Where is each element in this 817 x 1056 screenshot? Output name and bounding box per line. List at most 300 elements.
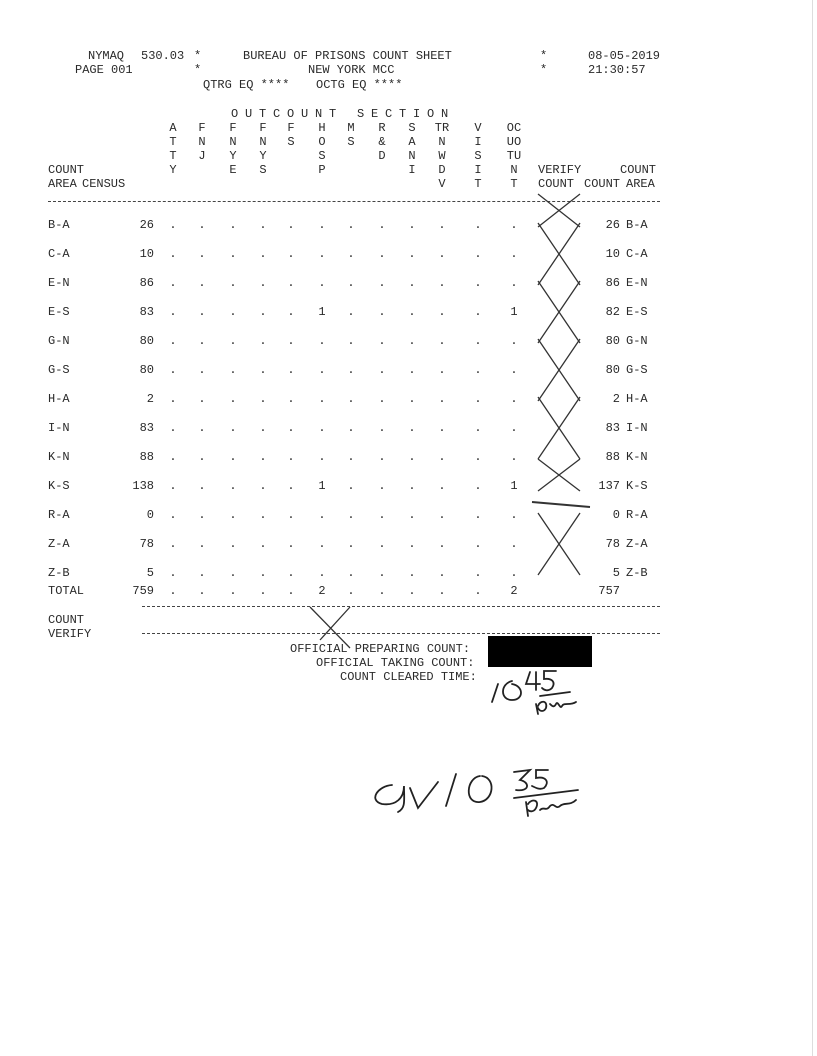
row-outcount-cell: . — [438, 392, 446, 406]
row-outcount-cell: . — [438, 421, 446, 435]
row-census: 83 — [139, 305, 154, 319]
row-outcount-cell: . — [287, 479, 295, 493]
row-count: 5 — [612, 566, 620, 580]
outcount-column-header: OC — [506, 121, 522, 135]
row-outcount-cell: . — [510, 508, 518, 522]
row-outcount-cell: . — [229, 334, 237, 348]
row-outcount-cell: . — [229, 305, 237, 319]
row-outcount-cell: . — [198, 392, 206, 406]
row-outcount-cell: . — [287, 218, 295, 232]
row-outcount-cell: . — [378, 334, 386, 348]
row-outcount-cell: . — [378, 450, 386, 464]
row-outcount-cell: . — [287, 247, 295, 261]
row-outcount-cell: . — [229, 566, 237, 580]
row-outcount-cell: . — [229, 450, 237, 464]
row-outcount-cell: . — [229, 218, 237, 232]
count-cleared-label: COUNT CLEARED TIME: — [340, 670, 477, 684]
row-count-area: R-A — [48, 508, 70, 522]
row-count-area: G-S — [48, 363, 70, 377]
outcount-column-header: E — [229, 163, 237, 177]
page-number: PAGE 001 — [75, 63, 133, 77]
total-outcount-cell: 2 — [318, 584, 326, 598]
outcount-column-header: Y — [169, 163, 177, 177]
row-outcount-cell: . — [474, 537, 482, 551]
header-star: * — [540, 63, 548, 77]
verify-x-mark — [538, 223, 580, 285]
outcount-column-header: A — [169, 121, 177, 135]
count-area-right-header-line2: AREA — [626, 177, 655, 191]
count-verify-label-line1: COUNT — [48, 613, 85, 627]
row-outcount-cell: . — [378, 566, 386, 580]
row-outcount-cell: . — [347, 363, 355, 377]
header-star: * — [194, 49, 202, 63]
header-star: * — [540, 49, 548, 63]
outcount-column-header: W — [438, 149, 446, 163]
verify-header: VERIFY — [538, 163, 582, 177]
row-outcount-cell: . — [198, 334, 206, 348]
outcount-column-header: N — [229, 135, 237, 149]
row-outcount-cell: . — [474, 305, 482, 319]
row-outcount-cell: . — [318, 218, 326, 232]
row-outcount-cell: . — [347, 566, 355, 580]
row-census: 80 — [139, 334, 154, 348]
row-outcount-cell: . — [347, 421, 355, 435]
row-count: 86 — [605, 276, 620, 290]
row-outcount-cell: . — [169, 566, 177, 580]
row-count: 26 — [605, 218, 620, 232]
row-outcount-cell: . — [408, 421, 416, 435]
row-outcount-cell: . — [408, 276, 416, 290]
row-count-area-right: E-S — [626, 305, 648, 319]
row-outcount-cell: . — [318, 334, 326, 348]
row-outcount-cell: . — [347, 537, 355, 551]
row-outcount-cell: . — [510, 334, 518, 348]
row-outcount-cell: . — [438, 537, 446, 551]
row-census: 10 — [139, 247, 154, 261]
row-outcount-cell: . — [378, 508, 386, 522]
row-outcount-cell: . — [510, 276, 518, 290]
total-outcount-cell: . — [169, 584, 177, 598]
row-outcount-cell: . — [287, 421, 295, 435]
row-outcount-cell: . — [347, 218, 355, 232]
row-census: 0 — [146, 508, 154, 522]
row-outcount-cell: . — [198, 450, 206, 464]
row-census: 88 — [139, 450, 154, 464]
row-outcount-cell: . — [378, 421, 386, 435]
row-outcount-cell: . — [408, 392, 416, 406]
row-count-area-right: H-A — [626, 392, 648, 406]
row-outcount-cell: . — [198, 566, 206, 580]
row-count-area-right: R-A — [626, 508, 648, 522]
row-outcount-cell: . — [408, 479, 416, 493]
row-outcount-cell: . — [318, 508, 326, 522]
outcount-column-header: V — [474, 121, 482, 135]
row-outcount-cell: . — [347, 392, 355, 406]
row-outcount-cell: . — [378, 305, 386, 319]
row-outcount-cell: . — [318, 276, 326, 290]
outcount-column-header: R — [378, 121, 386, 135]
row-count-area-right: K-S — [626, 479, 648, 493]
row-outcount-cell: . — [169, 450, 177, 464]
row-census: 26 — [139, 218, 154, 232]
row-outcount-cell: . — [378, 247, 386, 261]
row-outcount-cell: . — [229, 479, 237, 493]
row-outcount-cell: . — [408, 305, 416, 319]
page-edge — [812, 0, 813, 1056]
outcount-column-header: M — [347, 121, 355, 135]
row-count: 137 — [598, 479, 620, 493]
row-count-area-right: Z-A — [626, 537, 648, 551]
total-outcount-cell: . — [229, 584, 237, 598]
row-outcount-cell: . — [408, 508, 416, 522]
row-count-area-right: K-N — [626, 450, 648, 464]
row-outcount-cell: . — [259, 508, 267, 522]
row-outcount-cell: . — [169, 479, 177, 493]
handwritten-signature — [375, 770, 578, 816]
outcount-column-header: H — [318, 121, 326, 135]
row-count-area: Z-B — [48, 566, 70, 580]
row-count-area: E-S — [48, 305, 70, 319]
total-count: 757 — [598, 584, 620, 598]
row-count-area-right: Z-B — [626, 566, 648, 580]
row-outcount-cell: 1 — [318, 305, 326, 319]
row-count-area-right: I-N — [626, 421, 648, 435]
total-outcount-cell: . — [438, 584, 446, 598]
total-outcount-cell: . — [408, 584, 416, 598]
row-outcount-cell: . — [229, 392, 237, 406]
row-count-area: E-N — [48, 276, 70, 290]
outcount-column-header: A — [408, 135, 416, 149]
row-outcount-cell: . — [438, 363, 446, 377]
row-outcount-cell: . — [474, 479, 482, 493]
total-label: TOTAL — [48, 584, 85, 598]
facility-name: NEW YORK MCC — [308, 63, 395, 77]
row-count-area: K-S — [48, 479, 70, 493]
row-outcount-cell: . — [229, 537, 237, 551]
count-header: COUNT — [584, 177, 621, 191]
row-census: 80 — [139, 363, 154, 377]
outcount-column-header: S — [287, 135, 295, 149]
row-outcount-cell: . — [287, 305, 295, 319]
row-outcount-cell: . — [474, 363, 482, 377]
outcount-column-header: UO — [506, 135, 522, 149]
outcount-section-title: O U T C O U N T S E C T I O N — [231, 107, 449, 121]
row-count: 82 — [605, 305, 620, 319]
row-outcount-cell: . — [229, 363, 237, 377]
outcount-column-header: Y — [229, 149, 237, 163]
outcount-column-header: N — [438, 135, 446, 149]
row-outcount-cell: . — [169, 247, 177, 261]
row-outcount-cell: . — [198, 247, 206, 261]
verify-x-mark — [538, 459, 580, 491]
row-outcount-cell: . — [259, 566, 267, 580]
row-outcount-cell: . — [510, 537, 518, 551]
row-outcount-cell: . — [438, 450, 446, 464]
row-count: 83 — [605, 421, 620, 435]
row-outcount-cell: . — [474, 392, 482, 406]
row-outcount-cell: . — [510, 566, 518, 580]
row-outcount-cell: 1 — [318, 479, 326, 493]
outcount-column-header: F — [287, 121, 295, 135]
row-count-area: K-N — [48, 450, 70, 464]
total-outcount-cell: . — [259, 584, 267, 598]
outcount-column-header: F — [259, 121, 267, 135]
row-outcount-cell: . — [408, 566, 416, 580]
outcount-column-header: F — [229, 121, 237, 135]
outcount-column-header: F — [198, 121, 206, 135]
row-outcount-cell: . — [408, 363, 416, 377]
row-outcount-cell: . — [169, 276, 177, 290]
row-outcount-cell: . — [510, 392, 518, 406]
outcount-column-header: Y — [259, 149, 267, 163]
row-census: 5 — [146, 566, 154, 580]
row-count: 88 — [605, 450, 620, 464]
outcount-column-header: T — [474, 177, 482, 191]
row-outcount-cell: . — [198, 479, 206, 493]
outcount-column-header: V — [438, 177, 446, 191]
row-outcount-cell: . — [438, 334, 446, 348]
row-outcount-cell: 1 — [510, 305, 518, 319]
row-outcount-cell: . — [347, 334, 355, 348]
row-census: 86 — [139, 276, 154, 290]
outcount-column-header: I — [474, 163, 482, 177]
verify-x-mark — [538, 194, 580, 227]
row-census: 138 — [132, 479, 154, 493]
row-census: 83 — [139, 421, 154, 435]
row-outcount-cell: . — [378, 537, 386, 551]
row-outcount-cell: . — [287, 450, 295, 464]
row-outcount-cell: . — [259, 305, 267, 319]
row-outcount-cell: . — [347, 508, 355, 522]
row-count: 80 — [605, 363, 620, 377]
row-outcount-cell: . — [259, 247, 267, 261]
row-outcount-cell: . — [438, 218, 446, 232]
row-outcount-cell: . — [438, 305, 446, 319]
row-outcount-cell: . — [347, 450, 355, 464]
system-id: NYMAQ — [88, 49, 125, 63]
row-outcount-cell: . — [198, 421, 206, 435]
row-outcount-cell: . — [474, 247, 482, 261]
total-verify-x-mark — [310, 607, 350, 648]
row-census: 78 — [139, 537, 154, 551]
total-census: 759 — [132, 584, 154, 598]
row-outcount-cell: . — [378, 218, 386, 232]
row-count-area: H-A — [48, 392, 70, 406]
row-outcount-cell: . — [318, 566, 326, 580]
count-area-right-header-line1: COUNT — [620, 163, 657, 177]
row-outcount-cell: . — [169, 363, 177, 377]
outcount-column-header: N — [408, 149, 416, 163]
row-outcount-cell: . — [287, 363, 295, 377]
row-count-area-right: G-S — [626, 363, 648, 377]
row-outcount-cell: . — [347, 305, 355, 319]
row-outcount-cell: . — [318, 247, 326, 261]
row-count-area-right: G-N — [626, 334, 648, 348]
outcount-column-header: N — [259, 135, 267, 149]
outcount-column-header: D — [378, 149, 386, 163]
row-outcount-cell: . — [474, 566, 482, 580]
row-count: 0 — [612, 508, 620, 522]
row-outcount-cell: . — [259, 276, 267, 290]
outcount-column-header: T — [510, 177, 518, 191]
outcount-column-header: N — [510, 163, 518, 177]
row-outcount-cell: . — [169, 305, 177, 319]
row-outcount-cell: . — [510, 218, 518, 232]
handwritten-cleared-time — [492, 671, 576, 714]
row-outcount-cell: . — [169, 392, 177, 406]
total-outcount-cell: . — [474, 584, 482, 598]
outcount-column-header: S — [474, 149, 482, 163]
row-outcount-cell: . — [229, 508, 237, 522]
row-outcount-cell: . — [347, 276, 355, 290]
row-outcount-cell: . — [287, 276, 295, 290]
row-count: 10 — [605, 247, 620, 261]
row-outcount-cell: . — [474, 508, 482, 522]
row-outcount-cell: . — [287, 392, 295, 406]
row-outcount-cell: . — [378, 392, 386, 406]
outcount-column-header: P — [318, 163, 326, 177]
verify-count-header: COUNT — [538, 177, 575, 191]
row-outcount-cell: . — [287, 566, 295, 580]
total-outcount-cell: . — [347, 584, 355, 598]
official-taking-label: OFFICIAL TAKING COUNT: — [316, 656, 475, 670]
row-count-area-right: C-A — [626, 247, 648, 261]
outcount-column-header: I — [408, 163, 416, 177]
census-header: CENSUS — [82, 177, 126, 191]
verify-check-marks — [538, 194, 580, 575]
row-count-area: B-A — [48, 218, 70, 232]
row-outcount-cell: . — [198, 218, 206, 232]
verify-x-mark — [538, 281, 580, 343]
row-outcount-cell: . — [474, 276, 482, 290]
row-outcount-cell: . — [259, 537, 267, 551]
outcount-column-header: S — [318, 149, 326, 163]
row-outcount-cell: . — [198, 305, 206, 319]
row-count-area: C-A — [48, 247, 70, 261]
outcount-column-header: & — [378, 135, 386, 149]
row-outcount-cell: . — [198, 537, 206, 551]
row-outcount-cell: . — [169, 508, 177, 522]
row-count-area-right: E-N — [626, 276, 648, 290]
row-outcount-cell: 1 — [510, 479, 518, 493]
row-outcount-cell: . — [510, 450, 518, 464]
row-outcount-cell: . — [474, 450, 482, 464]
row-outcount-cell: . — [169, 334, 177, 348]
total-outcount-cell: . — [287, 584, 295, 598]
row-outcount-cell: . — [169, 421, 177, 435]
verify-x-mark — [538, 339, 580, 401]
row-outcount-cell: . — [408, 218, 416, 232]
row-outcount-cell: . — [198, 508, 206, 522]
row-outcount-cell: . — [474, 218, 482, 232]
row-count: 2 — [612, 392, 620, 406]
row-outcount-cell: . — [229, 247, 237, 261]
total-outcount-cell: . — [198, 584, 206, 598]
row-outcount-cell: . — [408, 450, 416, 464]
row-count-area: Z-A — [48, 537, 70, 551]
count-verify-label-line2: VERIFY — [48, 627, 92, 641]
row-outcount-cell: . — [259, 450, 267, 464]
row-outcount-cell: . — [318, 421, 326, 435]
outcount-column-header: O — [318, 135, 326, 149]
total-outcount-cell: 2 — [510, 584, 518, 598]
row-outcount-cell: . — [259, 479, 267, 493]
count-area-header-line1: COUNT — [48, 163, 85, 177]
outcount-column-header: D — [438, 163, 446, 177]
row-outcount-cell: . — [318, 450, 326, 464]
outcount-column-header: T — [169, 149, 177, 163]
count-area-header-line2: AREA — [48, 177, 77, 191]
outcount-column-header: TU — [506, 149, 522, 163]
row-outcount-cell: . — [287, 508, 295, 522]
row-outcount-cell: . — [408, 537, 416, 551]
row-outcount-cell: . — [259, 334, 267, 348]
outcount-column-header: J — [198, 149, 206, 163]
verify-x-mark — [538, 513, 580, 575]
row-outcount-cell: . — [438, 566, 446, 580]
row-outcount-cell: . — [347, 247, 355, 261]
row-outcount-cell: . — [474, 334, 482, 348]
report-time: 21:30:57 — [588, 63, 646, 77]
row-outcount-cell: . — [259, 392, 267, 406]
row-census: 2 — [146, 392, 154, 406]
row-outcount-cell: . — [408, 334, 416, 348]
row-count: 78 — [605, 537, 620, 551]
row-count-area-right: B-A — [626, 218, 648, 232]
row-outcount-cell: . — [510, 363, 518, 377]
report-code: 530.03 — [141, 49, 185, 63]
row-outcount-cell: . — [318, 392, 326, 406]
row-outcount-cell: . — [169, 537, 177, 551]
row-outcount-cell: . — [229, 276, 237, 290]
row-outcount-cell: . — [259, 363, 267, 377]
qtrg-label: QTRG EQ **** — [203, 78, 290, 92]
row-outcount-cell: . — [347, 479, 355, 493]
total-outcount-cell: . — [378, 584, 386, 598]
row-outcount-cell: . — [438, 247, 446, 261]
outcount-column-header: S — [347, 135, 355, 149]
row-outcount-cell: . — [438, 276, 446, 290]
row-outcount-cell: . — [378, 479, 386, 493]
octg-label: OCTG EQ **** — [316, 78, 403, 92]
row-outcount-cell: . — [378, 276, 386, 290]
report-date: 08-05-2019 — [588, 49, 661, 63]
outcount-column-header: S — [259, 163, 267, 177]
outcount-column-header: S — [408, 121, 416, 135]
row-outcount-cell: . — [474, 421, 482, 435]
row-outcount-cell: . — [169, 218, 177, 232]
row-outcount-cell: . — [438, 479, 446, 493]
row-count-area: G-N — [48, 334, 70, 348]
row-outcount-cell: . — [198, 276, 206, 290]
row-outcount-cell: . — [318, 537, 326, 551]
row-outcount-cell: . — [408, 247, 416, 261]
row-outcount-cell: . — [287, 537, 295, 551]
row-outcount-cell: . — [438, 508, 446, 522]
outcount-column-header: T — [169, 135, 177, 149]
row-count: 80 — [605, 334, 620, 348]
header-star: * — [194, 63, 202, 77]
row-outcount-cell: . — [287, 334, 295, 348]
outcount-column-header: I — [474, 135, 482, 149]
row-count-area: I-N — [48, 421, 70, 435]
row-outcount-cell: . — [259, 421, 267, 435]
row-outcount-cell: . — [510, 247, 518, 261]
row-outcount-cell: . — [259, 218, 267, 232]
verify-x-mark — [538, 397, 580, 459]
official-preparing-label: OFFICIAL PREPARING COUNT: — [290, 642, 471, 656]
report-title: BUREAU OF PRISONS COUNT SHEET — [243, 49, 452, 63]
